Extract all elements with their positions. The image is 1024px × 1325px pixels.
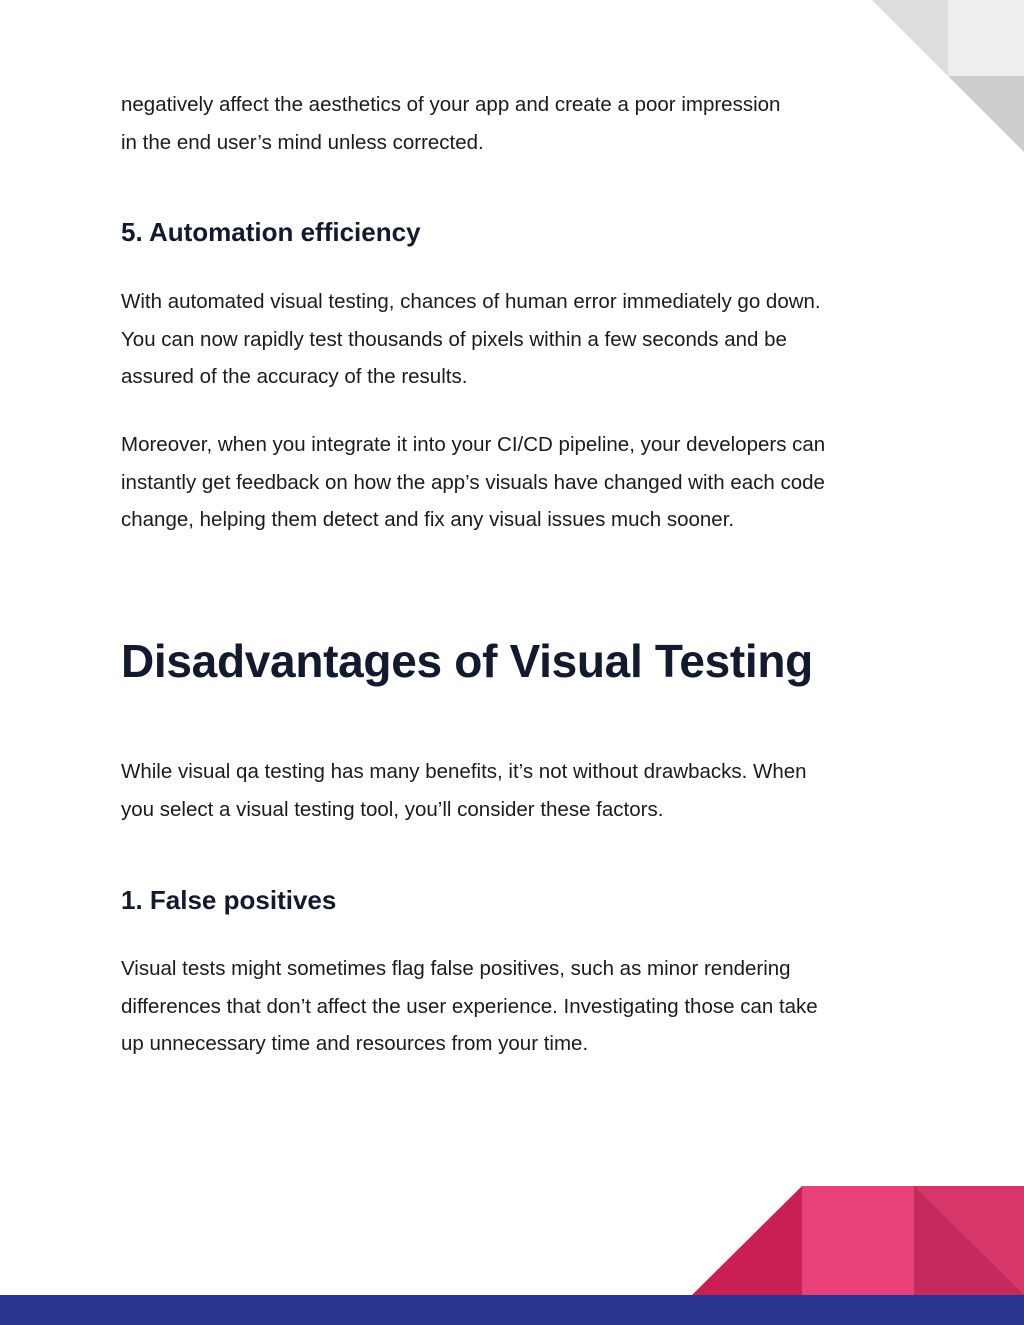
disadvantages-intro-paragraph: While visual qa testing has many benefits, it’s not without drawbacks. When you select a visual testing tool, you’ll consider these factors. [121, 760, 807, 821]
automation-paragraph-1: With automated visual testing, chances of human error immediately go down. You can now rapidly test thousands of pixels within a few seconds and be assured of the accuracy of the results. [121, 290, 821, 388]
corner-fold-mid [872, 0, 948, 76]
footer-bar [0, 1295, 1024, 1325]
section-title-false-positives: 1. False positives [121, 885, 337, 915]
bottom-magenta-block [914, 1186, 1024, 1295]
bottom-magenta-shade [914, 1186, 1024, 1295]
section-title-automation-efficiency: 5. Automation efficiency [121, 217, 421, 247]
section-heading-disadvantages: Disadvantages of Visual Testing [121, 635, 813, 687]
corner-fold-light [948, 0, 1024, 76]
automation-paragraph-2: Moreover, when you integrate it into your CI/CD pipeline, your developers can instantly get feedback on how the app’s visuals have changed with each code change, helping them detect and fix any visual issues much sooner. [121, 433, 826, 531]
corner-fold-dark [948, 76, 1024, 152]
false-positives-paragraph: Visual tests might sometimes flag false positives, such as minor rendering differences that don’t affect the user experience. Investigating those can take up unnecessary time and resources from your time. [121, 957, 818, 1055]
intro-paragraph: negatively affect the aesthetics of your app and create a poor impression in the end user’s mind unless corrected. [121, 93, 781, 154]
bottom-pink-block [802, 1186, 914, 1295]
bottom-crimson-triangle [692, 1186, 802, 1295]
